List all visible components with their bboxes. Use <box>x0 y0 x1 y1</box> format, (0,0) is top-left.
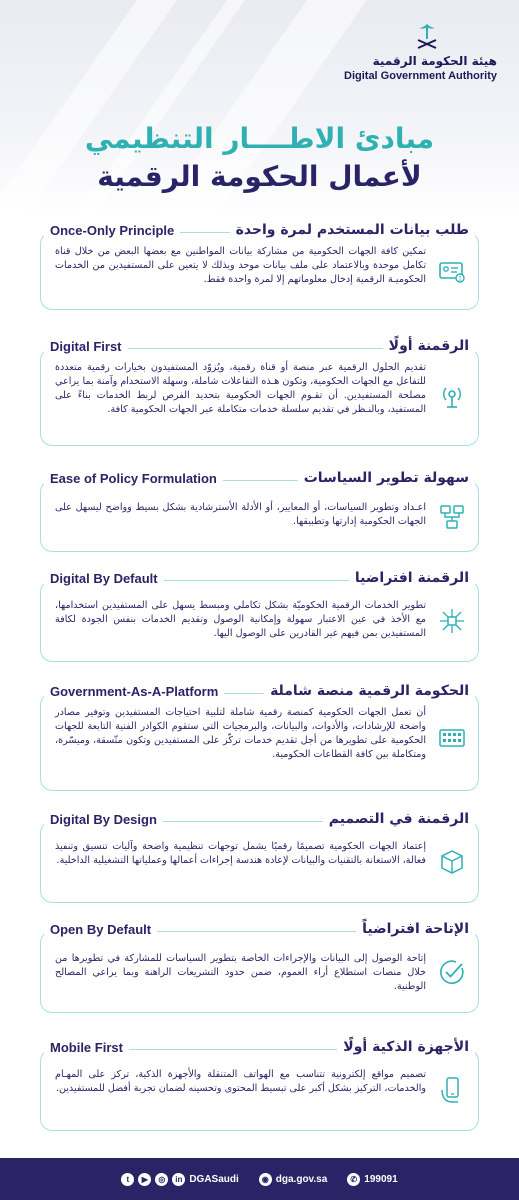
instagram-icon[interactable]: ◎ <box>155 1173 168 1186</box>
principle-section <box>0 1036 519 1136</box>
principle-text: إتاحة الوصول إلى البيانات والإجراءات الخاصة بتطوير السياسات للمشاركة في تطويرها من خلال منصات استطلاع أراء العموم، ضمن حدود التشريعات الراهنة وبما يراعي المصالح الوطنية. <box>55 953 426 992</box>
principle-text: تصميم مواقع إلكترونية تتناسب مع الهواتف المتنقلة والأجهزة الذكية، تركز على المهـام والخدمات، التركيز بشكل أكبر على تبسيط المحتوى وتحسينه لضمان تجربة أفضل للمستفيدين. <box>55 1069 426 1094</box>
principle-title-ar: الإتاحة افتراضياً <box>356 921 475 937</box>
page-title-line1: مبادئ الاطــــار التنظيمي <box>84 122 435 155</box>
principle-title-ar: طلب بيانات المستخدم لمرة واحدة <box>230 222 475 238</box>
check-circle-icon <box>438 958 466 986</box>
principle-section <box>0 335 519 455</box>
flowchart-icon <box>438 503 466 531</box>
phone-link[interactable] <box>347 1173 397 1186</box>
linkedin-icon[interactable]: in <box>172 1173 185 1186</box>
principle-title-en: Mobile First <box>44 1040 129 1055</box>
principle-text: تقديم الحلول الرقمية عبر منصة أو قناة رقمية، ويُزوّد المستفيدون بخيارات رقمية متعددة للتفاعل مع الجهات الحكومية، وتكون هـذه التفاعلات شاملة، وسهلة الاستخدام وآمنة بما يراعي مصلحة المستفيدين. أن تقـوم الجهات الحكومية بتحديد الفرص لربط الخدمات بناءً على المستفيد، وبالنـظر في تقديم سلسلة خدمات متكاملة عبر الجهات الحكومية كافة. <box>55 362 426 415</box>
principle-text: أن تعمل الجهات الحكومية كمنصة رقمية شاملة لتلبية احتياجات المستفيدين وتوفير مصادر واضحة للإرشادات، والأدوات، والبيانات، والبرمجيات التي ستقوم الكوادر الفنية التابعة للجهات الحكومية على تطويرها من أجل تقديم خدمات تركّز على المستفيدين وتكون متّسقة، وميسّرة، ومتكاملة بين كافة القطاعات الحكومية. <box>55 707 426 760</box>
palm-swords-emblem-icon <box>415 22 439 50</box>
design-cube-icon <box>438 848 466 876</box>
principle-title-ar: الحكومة الرقمية منصة شاملة <box>264 683 475 699</box>
principle-title-ar: الرقمنة افتراضيا <box>349 570 475 586</box>
youtube-icon[interactable]: ▶ <box>138 1173 151 1186</box>
principle-title-ar: الأجهزة الذكية أولًا <box>337 1039 475 1055</box>
id-card-icon <box>438 257 466 285</box>
principle-title-en: Digital By Default <box>44 571 164 586</box>
principle-title-en: Open By Default <box>44 922 157 937</box>
principle-section <box>0 219 519 319</box>
principle-title-en: Once-Only Principle <box>44 223 180 238</box>
principle-card <box>40 1049 479 1131</box>
principle-text: إعتماد الجهات الحكومية تصميمًا رقميًا يشمل توجهات تنظيمية واضحة وآليات تنسيق وتنفيذ فعالة، الاستعانة بالتقنيات والبيانات لإعادة هندسة إجراءات أعمالها وعملياتها التشغيلية الداخلية. <box>55 841 426 866</box>
principle-section <box>0 808 519 908</box>
social-handle[interactable]: DGASaudi <box>189 1173 239 1185</box>
principle-title-ar: الرقمنة في التصميم <box>323 811 475 827</box>
principle-card <box>40 931 479 1013</box>
website-text: dga.gov.sa <box>275 1173 328 1185</box>
authority-logo <box>297 22 497 82</box>
principle-header <box>44 1036 475 1058</box>
principle-title-ar: الرقمنة أولًا <box>383 338 475 354</box>
principle-card <box>40 821 479 903</box>
principle-section <box>0 567 519 667</box>
social-links <box>121 1173 238 1186</box>
footer-bar <box>0 1158 519 1200</box>
principle-card <box>40 580 479 662</box>
principle-title-en: Digital First <box>44 339 128 354</box>
digital-signal-icon <box>438 383 466 411</box>
principle-section <box>0 918 519 1018</box>
twitter-icon[interactable]: t <box>121 1173 134 1186</box>
principle-card <box>40 348 479 446</box>
principle-header <box>44 680 475 702</box>
principle-header <box>44 219 475 241</box>
principle-title-en: Digital By Design <box>44 812 163 827</box>
website-link[interactable] <box>259 1173 328 1186</box>
mobile-hand-icon <box>438 1076 466 1104</box>
svg-text:1: 1 <box>458 275 462 283</box>
authority-name-en: Digital Government Authority <box>344 70 497 82</box>
principle-header <box>44 808 475 830</box>
principle-title-ar: سهولة تطوير السياسات <box>298 470 475 486</box>
authority-name-ar: هيئة الحكومة الرقمية <box>372 54 497 68</box>
principle-header <box>44 467 475 489</box>
principle-card <box>40 693 479 791</box>
platform-grid-icon <box>438 724 466 752</box>
principle-title-en: Ease of Policy Formulation <box>44 471 223 486</box>
principle-header <box>44 567 475 589</box>
principle-card <box>40 480 479 552</box>
network-chip-icon <box>438 607 466 635</box>
phone-text: 199091 <box>364 1173 398 1185</box>
page-title-line2: لأعمال الحكومة الرقمية <box>97 160 422 193</box>
principle-section <box>0 467 519 557</box>
phone-icon: ✆ <box>347 1173 360 1186</box>
principle-header <box>44 335 475 357</box>
principle-text: تمكين كافة الجهات الحكومية من مشاركة بيانات المواطنين مع بعضها البعض من خلال قناة تكامل موحدة وبالاعتماد على ملف بيانات موحد وبذلك لا يتعين على المستفيدين من الخدمات الحكوميـة الرقمية إدخال معلوماتهم إلا لمرة واحدة فقط. <box>55 246 426 285</box>
globe-icon: ◉ <box>259 1173 272 1186</box>
principle-text: اعـداد وتطوير السياسات، أو المعايير، أو الأدلة الأسترشادية بشكل بسيط وواضح ليسهل على الجهات الحكومية إدارتها وتطبيقها. <box>55 502 426 527</box>
principle-section <box>0 680 519 792</box>
principle-header <box>44 918 475 940</box>
principle-text: تطوير الخدمات الرقمية الحكوميّة بشكل تكاملي ومبسط يسهل على المستفيدين استخدامها، مع الأخذ في عين الاعتبار سهولة وإمكانية الوصول وتقديم الخدمات بنفس الجودة لكافة المستفيدين بمن فيهم غير القادرين على الوصول اليها. <box>55 600 426 639</box>
principle-title-en: Government-As-A-Platform <box>44 684 224 699</box>
principle-card <box>40 232 479 310</box>
